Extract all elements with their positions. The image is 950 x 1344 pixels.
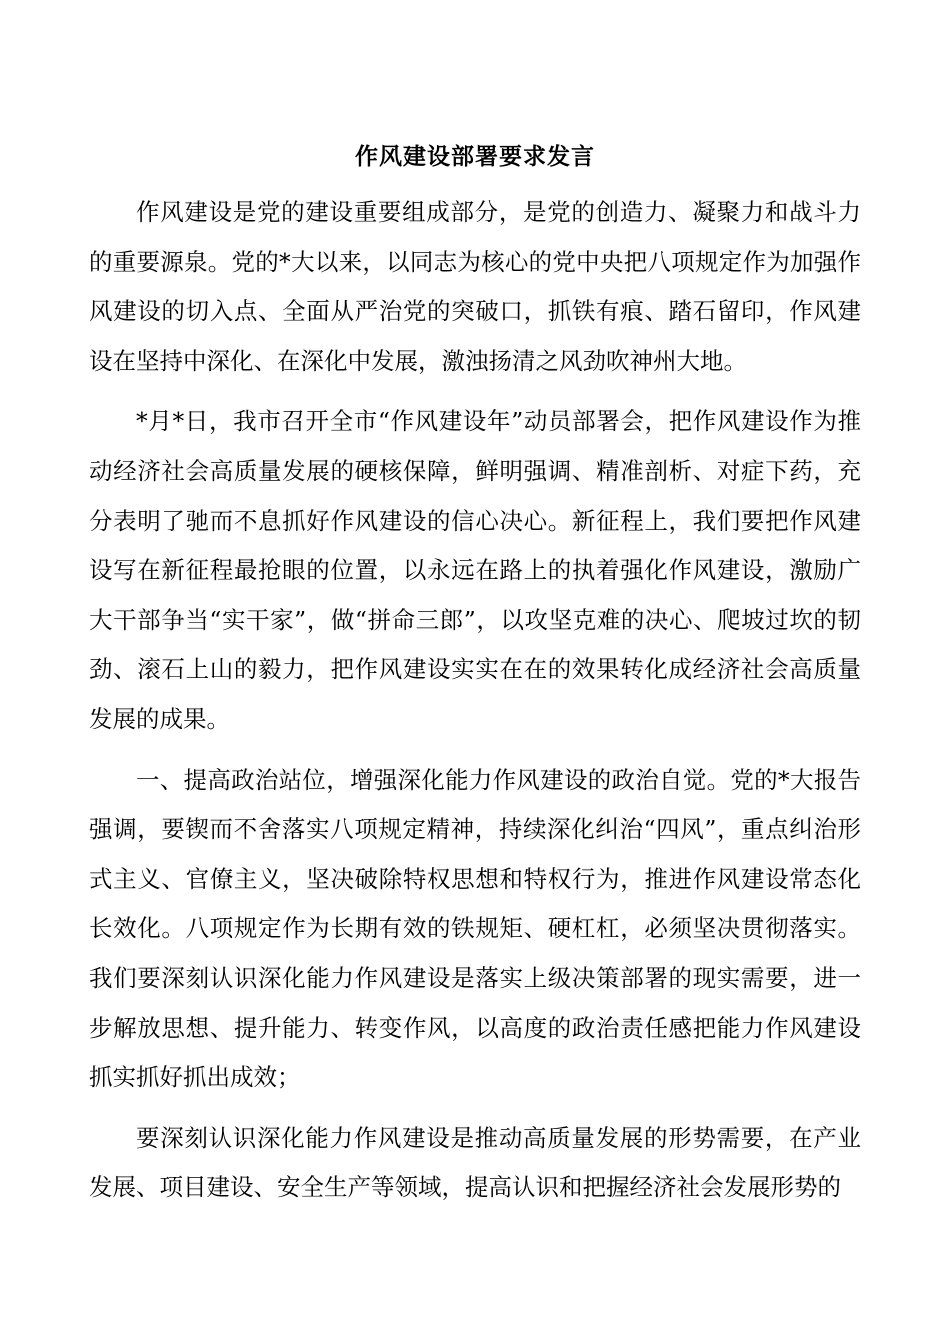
paragraph-1: 作风建设是党的建设重要组成部分，是党的创造力、凝聚力和战斗力的重要源泉。党的*大以来，以同志为核心的党中央把八项规定作为加强作风建设的切入点、全面从严治党的突破口，抓铁有痕、踏石留印，作风建设在坚持中深化、在深化中发展，激浊扬清之风劲吹神州大地。: [89, 198, 861, 375]
paragraph-4: 要深刻认识深化能力作风建设是推动高质量发展的形势需要，在产业发展、项目建设、安全生产等领域，提高认识和把握经济社会发展形势的: [89, 1123, 861, 1202]
paragraph-3: 一、提高政治站位，增强深化能力作风建设的政治自觉。党的*大报告强调，要锲而不舍落实八项规定精神，持续深化纠治“四风”，重点纠治形式主义、官僚主义，坚决破除特权思想和特权行为，推进作风建设常态化长效化。八项规定作为长期有效的铁规矩、硬杠杠，必须坚决贯彻落实。我们要深刻认识深化能力作风建设是落实上级决策部署的现实需要，进一步解放思想、提升能力、转变作风，以高度的政治责任感把能力作风建设抓实抓好抓出成效；: [89, 765, 861, 1092]
document-title: 作风建设部署要求发言: [355, 143, 595, 170]
paragraph-2: *月*日，我市召开全市“作风建设年”动员部署会，把作风建设作为推动经济社会高质量发展的硬核保障，鲜明强调、精准剖析、对症下药，充分表明了驰而不息抓好作风建设的信心决心。新征程上，我们要把作风建设写在新征程最抢眼的位置，以永远在路上的执着强化作风建设，激励广大干部争当“实干家”，做“拼命三郎”，以攻坚克难的决心、爬坡过坎的韧劲、滚石上山的毅力，把作风建设实实在在的效果转化成经济社会高质量发展的成果。: [89, 407, 861, 733]
document-body: [89, 188, 861, 1224]
